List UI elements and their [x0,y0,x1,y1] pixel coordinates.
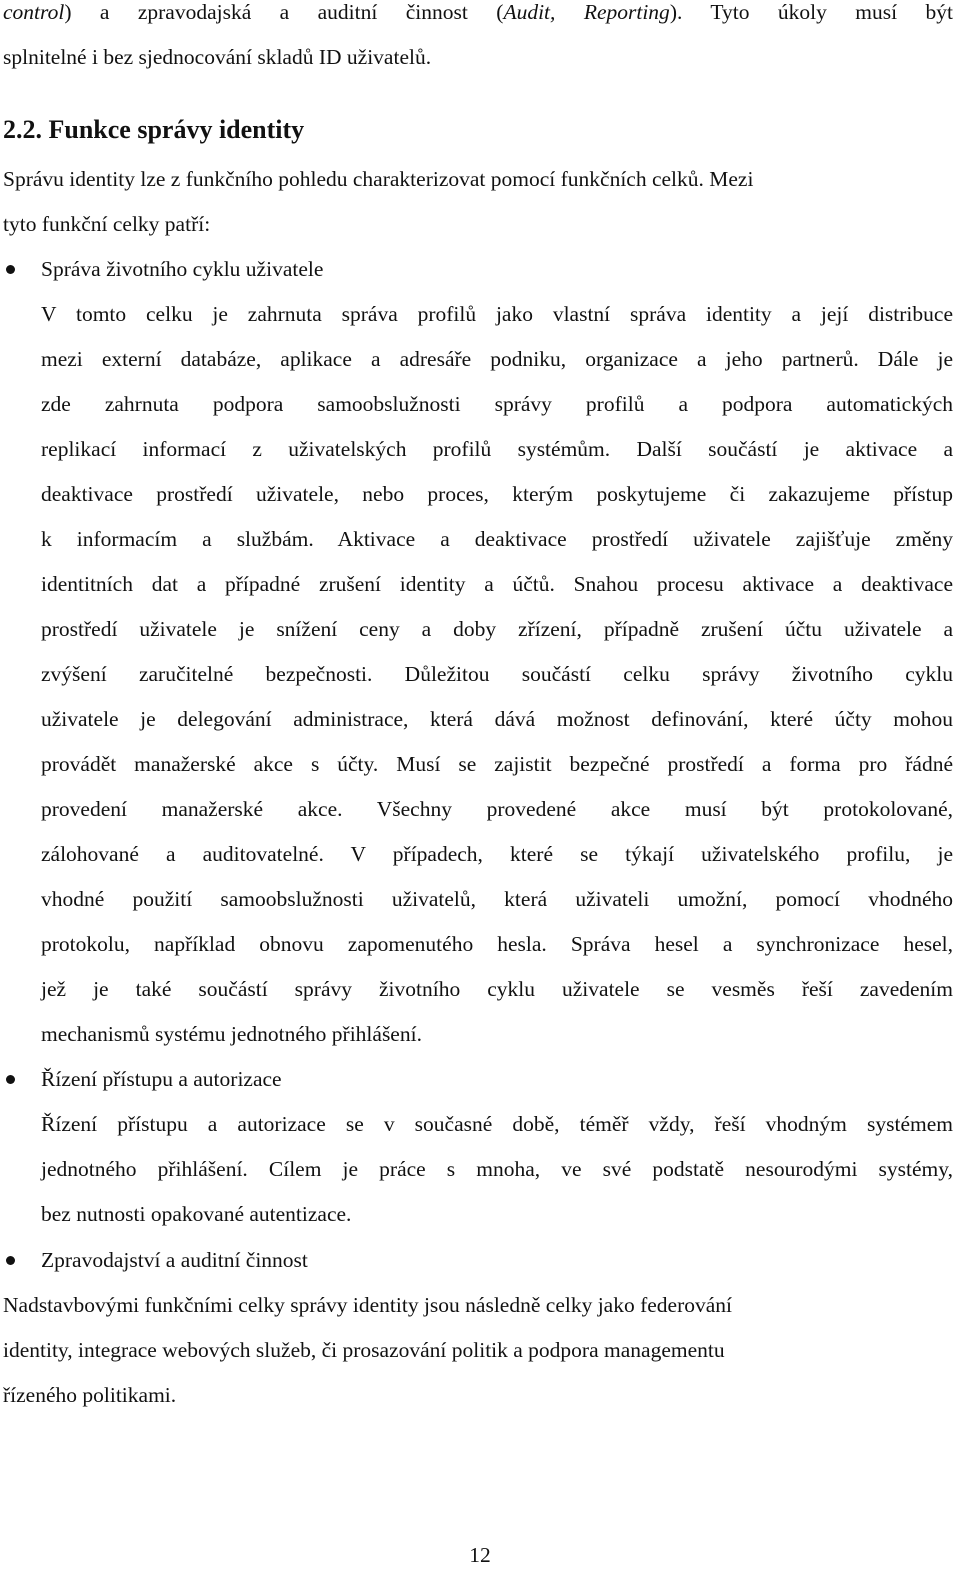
text-line: mezi externí databáze, aplikace a adresáře podniku, organizace a jeho partnerů. Dále je [41,347,953,371]
bullet-title: Zpravodajství a auditní činnost [41,1248,308,1272]
text-line: Nadstavbovými funkčními celky správy identity jsou následně celky jako federování [3,1293,733,1317]
text-line: provádět manažerské akce s účty. Musí se zajistit bezpečné prostředí a forma pro řádné [41,752,953,776]
text-line: bez nutnosti opakované autentizace. [41,1202,352,1226]
page-number: 12 [469,1543,491,1567]
bullet-icon [6,1075,15,1084]
text-line: zvýšení zaručitelné bezpečnosti. Důležitou součástí celku správy životního cyklu [41,662,953,686]
text-line: deaktivace prostředí uživatele, nebo proces, kterým poskytujeme či zakazujeme přístup [41,482,953,506]
section-heading: 2.2. Funkce správy identity [3,115,305,144]
text-line: jednotného přihlášení. Cílem je práce s mnoha, ve své podstatě nesourodými systémy, [41,1157,953,1181]
text-line: provedení manažerské akce. Všechny provedené akce musí být protokolované, [41,797,953,821]
text-line: zde zahrnuta podpora samoobslužnosti správy profilů a podpora automatických [41,392,953,416]
text-line: Správu identity lze z funkčního pohledu charakterizovat pomocí funkčních celků. Mezi [3,167,754,191]
bullet-title: Správa životního cyklu uživatele [41,257,324,281]
text-line: control) a zpravodajská a auditní činnost (Audit, Reporting). Tyto úkoly musí být [3,0,953,24]
text-line: zálohované a auditovatelné. V případech, které se týkají uživatelského profilu, je [41,842,953,866]
text-line: tyto funkční celky patří: [3,212,211,236]
text-line: řízeného politikami. [3,1383,177,1407]
bullet-title: Řízení přístupu a autorizace [41,1067,282,1091]
text-line: jež je také součástí správy životního cyklu uživatele se vesměs řeší zavedením [41,977,953,1001]
bullet-icon [6,265,15,274]
text-line: V tomto celku je zahrnuta správa profilů jako vlastní správa identity a její distribuce [41,302,953,326]
text-line: vhodné použití samoobslužnosti uživatelů, která uživateli umožní, pomocí vhodného [41,887,953,911]
text-line: replikací informací z uživatelských profilů systémům. Další součástí je aktivace a [41,437,953,461]
text-line: mechanismů systému jednotného přihlášení. [41,1022,422,1046]
text-line: Řízení přístupu a autorizace se v současné době, téměř vždy, řeší vhodným systémem [41,1112,953,1136]
bullet-icon [6,1256,15,1265]
text-line: identity, integrace webových služeb, či prosazování politik a podpora managementu [3,1338,725,1362]
text-line: prostředí uživatele je snížení ceny a doby zřízení, případně zrušení účtu uživatele a [41,617,953,641]
text-line: identitních dat a případné zrušení identity a účtů. Snahou procesu aktivace a deaktivace [41,572,953,596]
text-line: k informacím a službám. Aktivace a deaktivace prostředí uživatele zajišťuje změny [41,527,953,551]
text-line: protokolu, například obnovu zapomenutého hesla. Správa hesel a synchronizace hesel, [41,932,953,956]
text-line: splnitelné i bez sjednocování skladů ID uživatelů. [3,45,432,69]
text-line: uživatele je delegování administrace, která dává možnost definování, které účty mohou [41,707,953,731]
